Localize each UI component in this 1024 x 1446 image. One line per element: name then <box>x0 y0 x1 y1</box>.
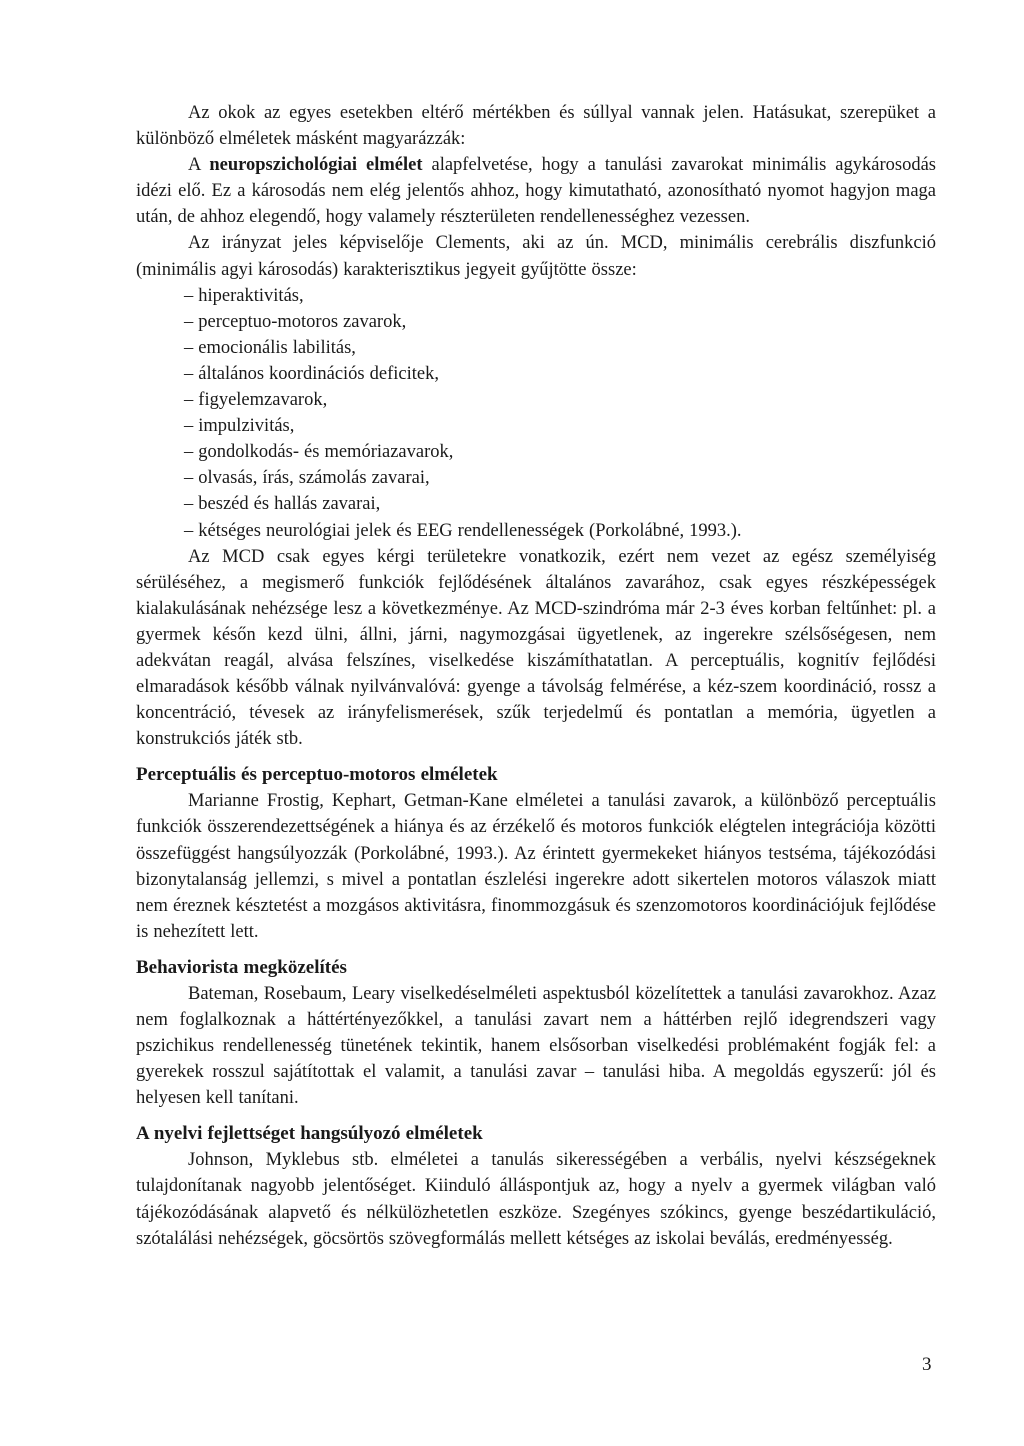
section-heading-language: A nyelvi fejlettséget hangsúlyozó elméletek <box>136 1123 483 1145</box>
neuro-theory-term: neuropszichológiai elmélet <box>209 155 423 176</box>
list-item: – figyelemzavarok, <box>184 387 936 413</box>
intro-paragraph-2 <box>136 152 936 230</box>
intro-paragraph-1: Az okok az egyes esetekben eltérő mértékben és súllyal vannak jelen. Hatásukat, szerepüket a különböző elméletek másként magyarázzák: <box>136 103 936 150</box>
section-body-language: Johnson, Myklebus stb. elméletei a tanulás sikerességében a verbális, nyelvi készségeknek tulajdonítanak nagyobb jelentőséget. Kiinduló álláspontjuk az, hogy a nyelv a gyermek világban való tájékozódásának alapvető és nélkülözhetetlen eszköze. Szegényes szókincs, gyenge beszédartikuláció, szótalálási nehézségek, göcsörtös szövegformálás mellett kétséges az iskolai beválás, eredményesség. <box>136 1150 936 1249</box>
document-page <box>136 100 936 1252</box>
list-item: – általános koordinációs deficitek, <box>184 361 936 387</box>
intro-paragraph-3: Az irányzat jeles képviselője Clements, aki az ún. MCD, minimális cerebrális diszfunkció (minimális agyi károsodás) karakterisztikus jegyeit gyűjtötte össze: <box>136 233 936 280</box>
list-item: – perceptuo-motoros zavarok, <box>184 309 936 335</box>
list-item: – impulzivitás, <box>184 413 936 439</box>
mcd-traits-list <box>136 283 936 544</box>
section-heading-perceptual: Perceptuális és perceptuo-motoros elméletek <box>136 764 498 786</box>
list-item: – kétséges neurológiai jelek és EEG rendellenességek (Porkolábné, 1993.). <box>184 518 936 544</box>
list-item: – gondolkodás- és memóriazavarok, <box>184 439 936 465</box>
section-heading-behaviorist: Behaviorista megközelítés <box>136 956 347 978</box>
p2-prefix: A <box>188 155 210 176</box>
list-item: – hiperaktivitás, <box>184 283 936 309</box>
list-item: – beszéd és hallás zavarai, <box>184 491 936 517</box>
p2-rest: alapfelvetése, hogy a tanulási zavarokat minimális agykárosodás idézi elő. Ez a károsodás nem elég jelentős ahhoz, hogy kimutatható, azonosítható nyomot hagyjon maga után, de ahhoz elegendő, hogy valamely részterületen rendellenességhez vezessen. <box>136 155 936 228</box>
section-body-perceptual: Marianne Frostig, Kephart, Getman-Kane elméletei a tanulási zavarok, a különböző perceptuális funkciók összerendezettségének a hiánya és az érzékelő és motoros funkciók elégtelen integrációja közötti összefüggést hangsúlyozzák (Porkolábné, 1993.). Az érintett gyermekeket hiányos testséma, tájékozódási bizonytalanság jellemzi, s mivel a pontatlan észlelési ingerekre adott sikertelen motoros válaszok miatt nem éreznek késztetést a mozgásos aktivitásra, finommozgásuk és szenzomotoros koordinációjuk fejlődése is nehezített lett. <box>136 791 936 942</box>
page-number: 3 <box>922 1354 932 1375</box>
list-item: – olvasás, írás, számolás zavarai, <box>184 465 936 491</box>
list-item: – emocionális labilitás, <box>184 335 936 361</box>
section-body-behaviorist: Bateman, Rosebaum, Leary viselkedéselméleti aspektusból közelítettek a tanulási zavarokhoz. Azaz nem foglalkoznak a háttértényezőkkel, a tanulási zavart nem a háttérben rejlő idegrendszeri vagy pszichikus rendellenesség tünetének tekintik, hanem elsősorban viselkedési problémaként fogják fel: a gyerekek rosszul sajátítottak el valamit, a tanulási zavar – tanulási hiba. A megoldás egyszerű: jól és helyesen kell tanítani. <box>136 983 936 1109</box>
mcd-paragraph: Az MCD csak egyes kérgi területekre vonatkozik, ezért nem vezet az egész személyiség sérüléséhez, a megismerő funkciók fejlődésének általános zavarához, csak egyes részképességek kialakulásának nehézsége lesz a következménye. Az MCD-szindróma már 2-3 éves korban feltűnhet: pl. a gyermek későn kezd ülni, állni, járni, nagymozgásai ügyetlenek, az ingerekre szélsőségesen, nem adekvátan reagál, alvása felszínes, viselkedése kiszámíthatatlan. A perceptuális, kognitív fejlődési elmaradások később válnak nyilvánvalóvá: gyenge a távolság felmérése, a kéz-szem koordináció, rossz a koncentráció, tévesek az irányfelismerések, szűk terjedelmű és pontatlan a memória, ügyetlen a konstrukciós játék stb. <box>136 546 936 750</box>
